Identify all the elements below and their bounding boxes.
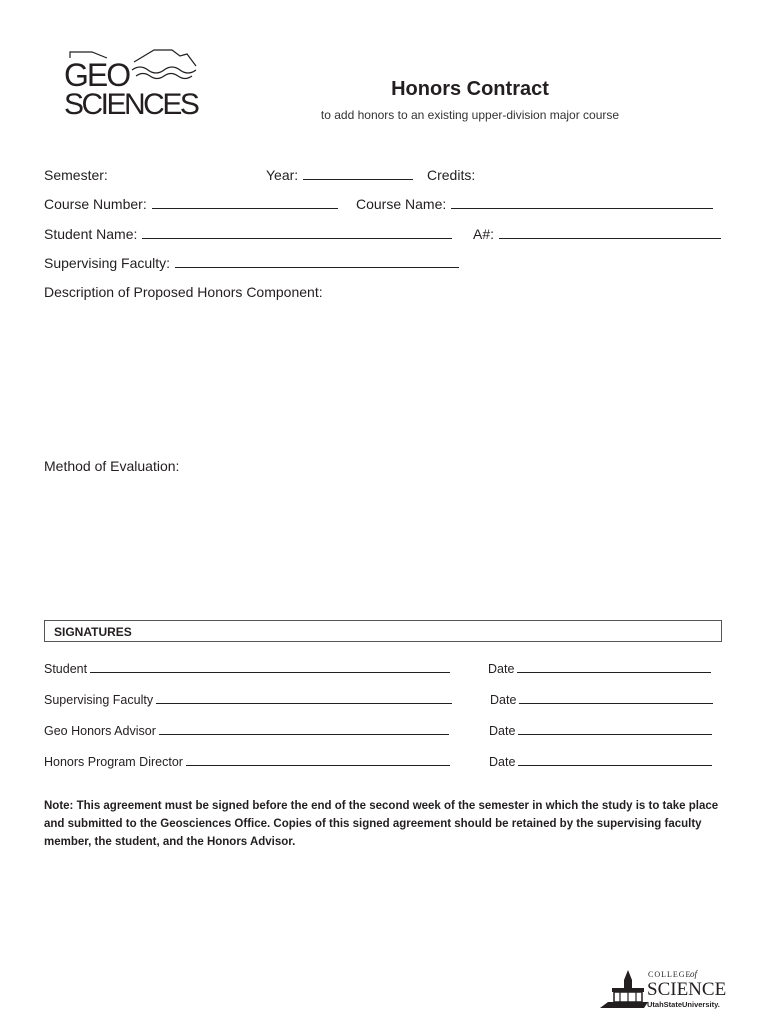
year-line — [303, 167, 413, 180]
evaluation-area[interactable] — [44, 480, 724, 610]
course-name-field[interactable] — [356, 196, 713, 212]
signature-line — [90, 661, 450, 673]
course-number-label: Course Number: — [44, 196, 147, 212]
course-number-line — [152, 196, 338, 209]
description-label: Description of Proposed Honors Component: — [44, 284, 323, 300]
semester-field[interactable] — [44, 167, 108, 183]
semester-label: Semester: — [44, 167, 108, 183]
supervising-faculty-field[interactable] — [44, 255, 459, 271]
year-label: Year: — [266, 167, 299, 183]
footer-of-text: of — [690, 969, 698, 979]
signature-line — [159, 723, 449, 735]
date-label: Date — [490, 693, 517, 707]
advisor-date-field[interactable] — [489, 723, 712, 738]
supervising-faculty-label: Supervising Faculty: — [44, 255, 171, 271]
credits-field[interactable] — [427, 167, 475, 183]
signatures-heading: SIGNATURES — [44, 620, 722, 642]
a-number-label: A#: — [473, 226, 495, 242]
page-title: Honors Contract — [391, 78, 549, 100]
logo-line-sciences: SCIENCES — [64, 88, 198, 120]
student-signature-field[interactable] — [44, 661, 450, 676]
director-date-field[interactable] — [489, 754, 712, 769]
course-name-label: Course Name: — [356, 196, 447, 212]
a-number-field[interactable] — [473, 226, 721, 242]
director-signature-field[interactable] — [44, 754, 450, 769]
usu-college-of-science-logo — [598, 966, 730, 1010]
student-name-line — [142, 226, 452, 239]
student-date-field[interactable] — [488, 661, 711, 676]
date-line — [517, 661, 711, 673]
credits-label: Credits: — [427, 167, 476, 183]
signature-label: Student — [44, 662, 88, 676]
signature-label: Geo Honors Advisor — [44, 724, 156, 738]
date-label: Date — [489, 724, 516, 738]
signature-line — [156, 692, 452, 704]
signature-line — [186, 754, 450, 766]
advisor-signature-field[interactable] — [44, 723, 449, 738]
page-subtitle: to add honors to an existing upper-division major course — [320, 108, 620, 122]
footer-college-text: COLLEGE — [648, 970, 692, 979]
description-area[interactable] — [44, 306, 724, 446]
date-line — [518, 723, 712, 735]
student-name-label: Student Name: — [44, 226, 138, 242]
logo-line-geo: GEO — [64, 57, 130, 93]
footer-science-text: SCIENCE — [647, 979, 727, 1000]
date-label: Date — [488, 662, 515, 676]
faculty-date-field[interactable] — [490, 692, 713, 707]
course-name-line — [451, 196, 713, 209]
signature-label: Supervising Faculty — [44, 693, 154, 707]
date-line — [518, 754, 712, 766]
student-name-field[interactable] — [44, 226, 452, 242]
course-number-field[interactable] — [44, 196, 338, 212]
date-label: Date — [489, 755, 516, 769]
year-field[interactable] — [266, 167, 413, 183]
date-line — [519, 692, 713, 704]
geosciences-logo — [62, 48, 207, 120]
evaluation-label: Method of Evaluation: — [44, 458, 180, 474]
signature-label: Honors Program Director — [44, 755, 183, 769]
note-paragraph: Note: This agreement must be signed before the end of the second week of the semester in which the study is to take place and submitted to the Geosciences Office. Copies of this signed agreement should be retained by the supervising faculty member, the student, and the Honors Advisor. — [44, 800, 719, 848]
a-number-line — [499, 226, 721, 239]
supervising-faculty-line — [175, 255, 459, 268]
faculty-signature-field[interactable] — [44, 692, 452, 707]
footer-university-text: UtahStateUniversity. — [647, 1000, 720, 1009]
